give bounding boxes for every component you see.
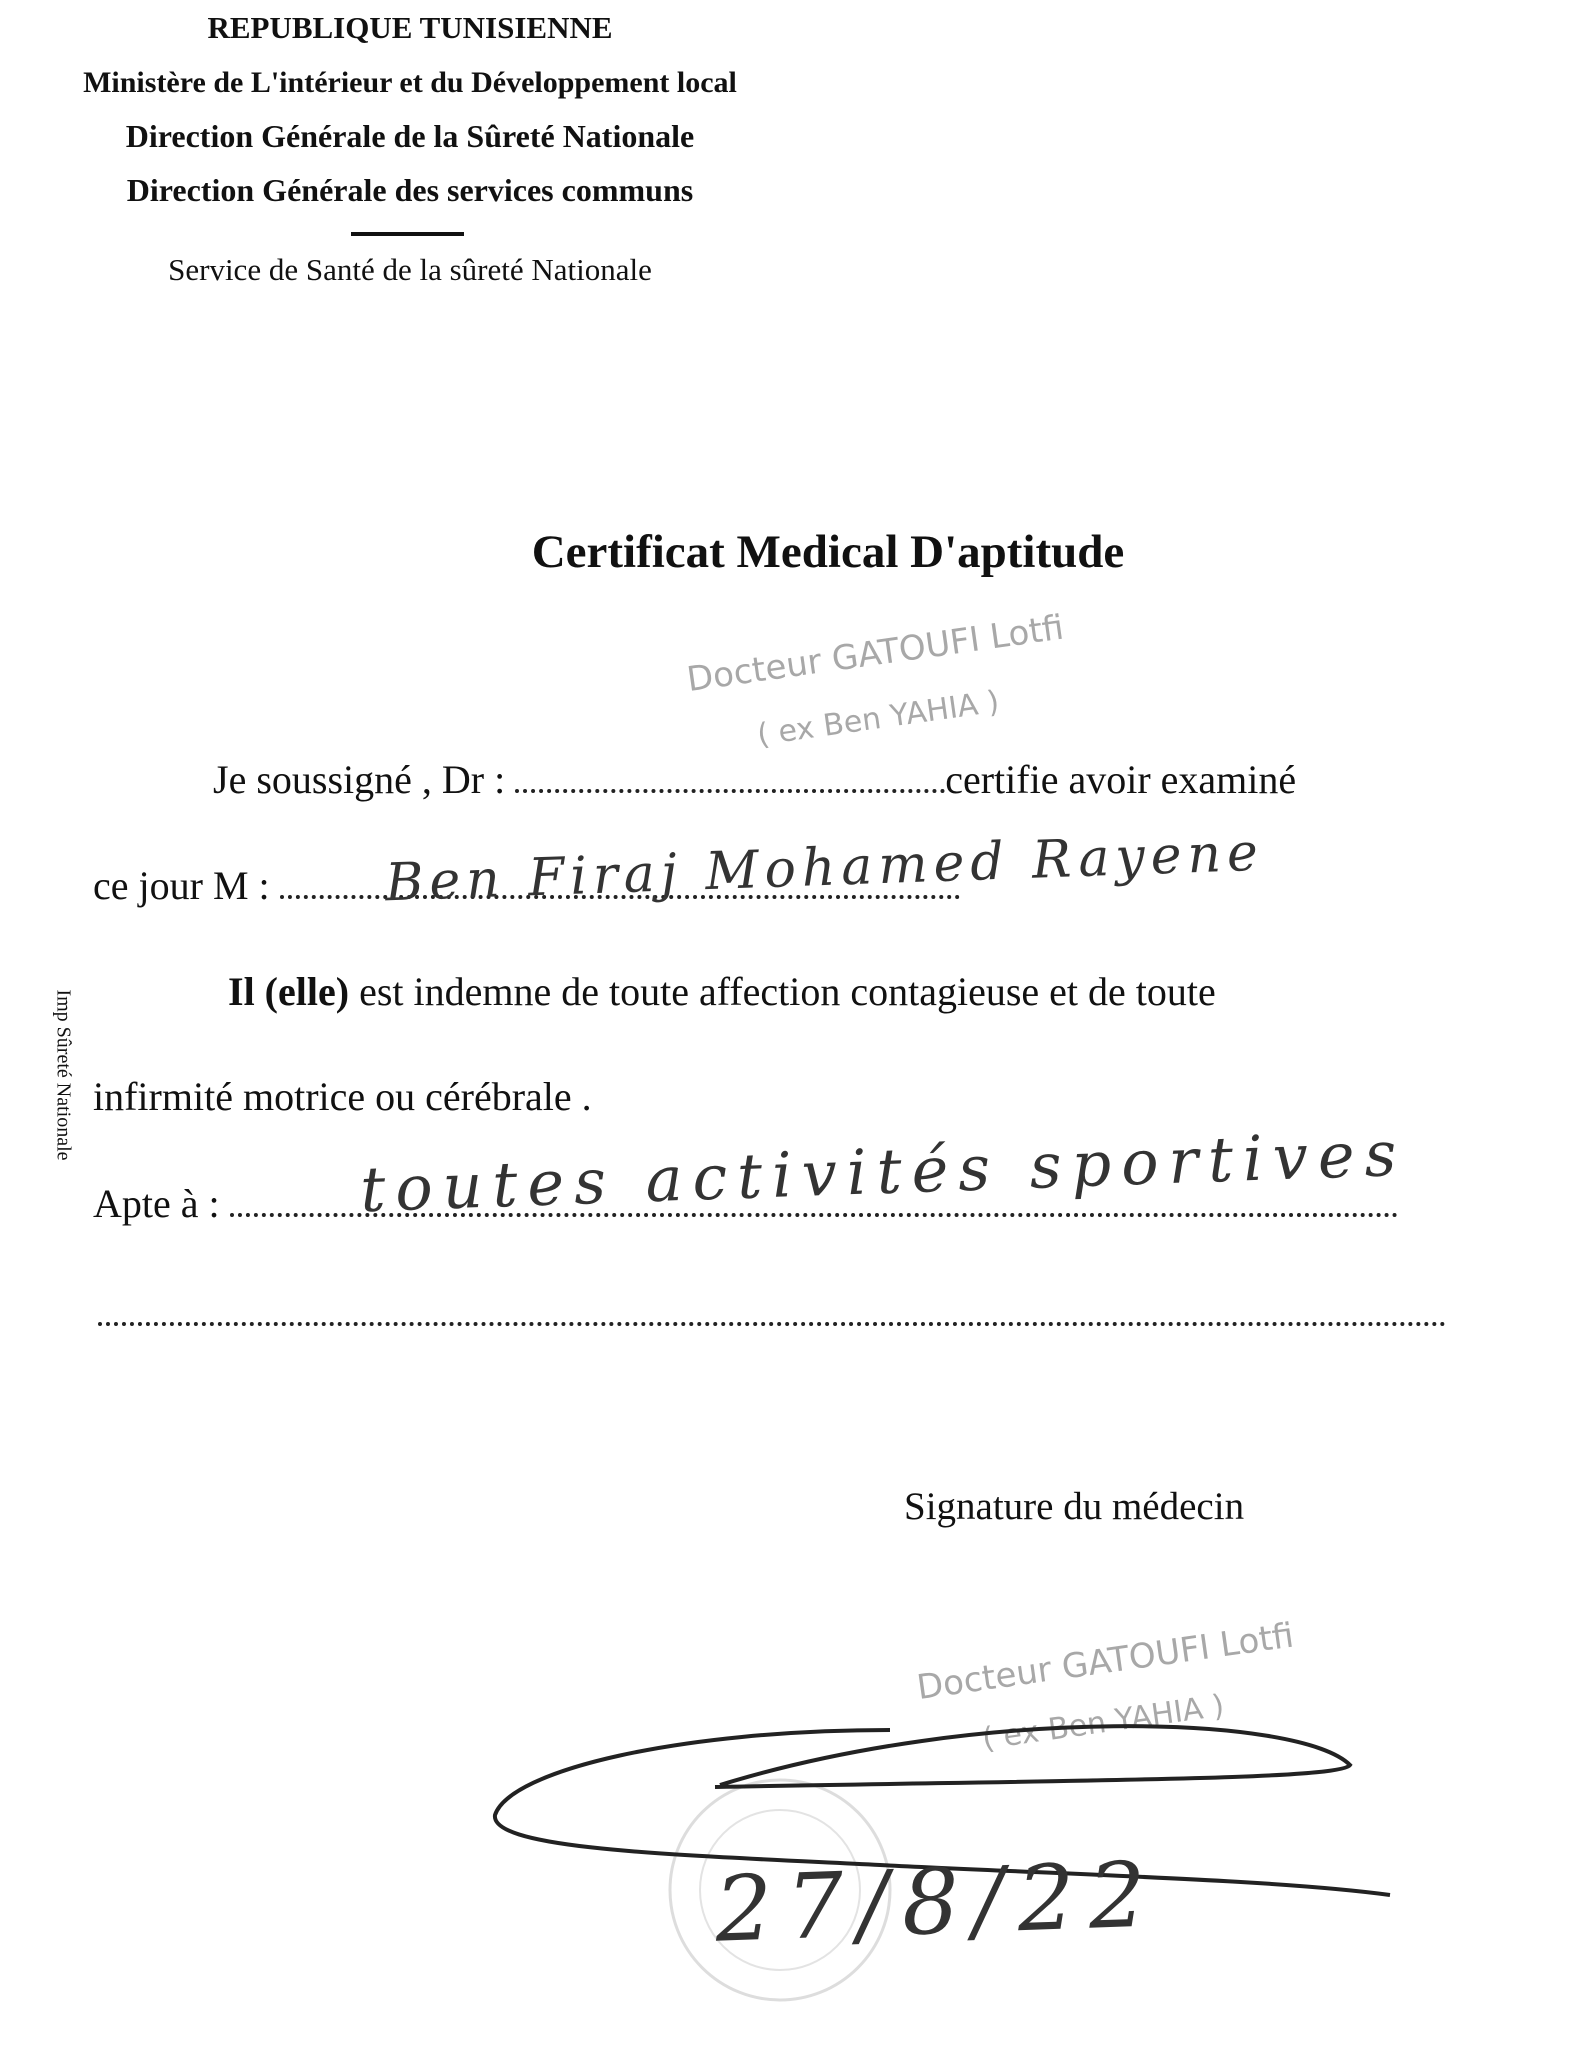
patient-name-handwritten: Ben Firaj Mohamed Rayene [384,822,1265,914]
patient-label: ce jour M : [93,863,270,908]
aptitude-handwritten: toutes activités sportives [359,1116,1408,1227]
header-direction-services: Direction Générale des services communs [126,172,694,208]
certify-text: certifie avoir examiné [945,757,1297,802]
doctor-stamp-former-name: ( ex Ben YAHIA ) [755,684,1002,753]
aptitude-label: Apte à : [93,1181,220,1226]
header-direction-surete: Direction Générale de la Sûreté Nationale [125,118,695,154]
header-ministry: Ministère de L'intérieur et du Développement local [83,66,737,99]
side-print [48,955,78,1195]
doctor-line [213,756,1296,803]
signature-scribble-icon [480,1620,1480,2046]
doctor-field [515,789,945,793]
document-title: Certificat Medical D'aptitude [531,526,1125,578]
doctor-stamp-name-2: Docteur GATOUFI Lotfi [914,1615,1297,1708]
header-service: Service de Santé de la sûreté Nationale [168,252,652,287]
infirmity-line: infirmité motrice ou cérébrale . [93,1074,592,1119]
header-country: REPUBLIQUE TUNISIENNE [207,10,613,45]
statement-line [228,968,1216,1015]
signature-label: Signature du médecin [904,1485,1245,1528]
extra-field [98,1322,1446,1326]
doctor-label: Je soussigné , Dr : [213,757,506,802]
signature-date-handwritten: 27/8/22 [713,1842,1162,1963]
doctor-stamp-former-name-2: ( ex Ben YAHIA ) [980,1688,1227,1757]
side-print-text: Imp Sûreté Nationale [52,989,75,1161]
statement-text: est indemne de toute affection contagieuse et de toute [359,969,1216,1014]
il-elle-label: Il (elle) [228,969,350,1014]
doctor-stamp-name: Docteur GATOUFI Lotfi [684,607,1067,700]
header-divider [351,232,464,236]
